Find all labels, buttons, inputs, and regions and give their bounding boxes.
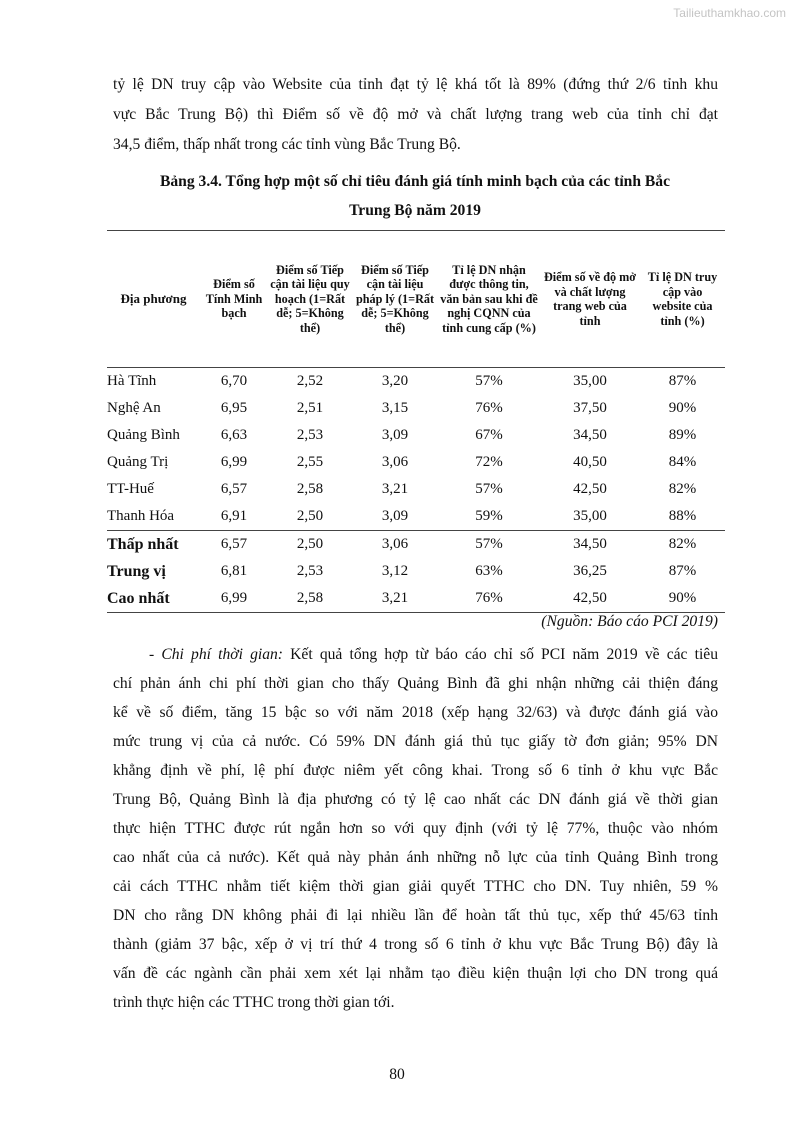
body-line: thành (giảm 37 bậc, xếp ở vị trí thứ 4 trong số 6 tỉnh ở khu vực Bắc Trung Bộ) đây là: [113, 936, 718, 953]
table-cell: 76%: [438, 585, 540, 613]
body-line: cao nhất của cả nước). Kết quả này phản ánh những nỗ lực của tỉnh Quảng Bình trong: [113, 849, 718, 866]
column-header: Địa phương: [107, 231, 200, 368]
table-row: [107, 476, 725, 503]
section-lead: - Chi phí thời gian:: [149, 646, 283, 663]
table-cell: 57%: [438, 531, 540, 559]
row-label: Trung vị: [107, 562, 166, 580]
body-line: cải cách TTHC nhằm tiết kiệm thời gian giải quyết TTHC cho DN. Tuy nhiên, 59 %: [113, 878, 718, 895]
table-cell: 6,81: [220, 563, 248, 579]
table-cell: 6,70: [220, 373, 248, 389]
table-cell: 2,53: [296, 563, 324, 579]
column-header: Tỉ lệ DN truy cập vào website của tỉnh (%): [640, 231, 725, 368]
table-caption: Bảng 3.4. Tổng hợp một số chỉ tiêu đánh giá tính minh bạch của các tỉnh Bắc: [159, 173, 671, 190]
table-cell: 36,25: [573, 563, 607, 579]
row-label: Quảng Bình: [107, 427, 180, 443]
table-cell: 6,57: [200, 531, 268, 559]
body-line: thực hiện TTHC được rút ngắn hơn so với quy định (với tỷ lệ 77%, thuộc vào nhóm: [113, 820, 718, 837]
table-cell: 59%: [475, 508, 503, 524]
table-cell: 3,20: [381, 373, 409, 389]
body-line: [113, 646, 718, 664]
table-cell: 2,50: [268, 531, 352, 559]
column-header: Điểm số Tiếp cận tài liệu pháp lý (1=Rất dễ; 5=Không thể): [352, 231, 438, 368]
table-cell: 87%: [668, 373, 697, 389]
body-line: khẳng định về phí, lệ phí được niêm yết công khai. Trong số 6 tỉnh ở khu vực Bắc: [113, 762, 718, 779]
table-cell: 67%: [475, 427, 503, 443]
row-label: Nghệ An: [107, 400, 161, 416]
body-line: vấn đề các ngành cần phải xem xét lại nhằm tạo điều kiện thuận lợi cho DN trong quá: [113, 965, 718, 982]
table-cell: 82%: [668, 481, 697, 497]
table-cell: 57%: [475, 373, 503, 389]
table-caption: Trung Bộ năm 2019: [349, 202, 481, 219]
table-cell: 89%: [668, 427, 697, 443]
table-row: [107, 368, 725, 396]
table-cell: 35,00: [573, 373, 607, 389]
body-text: Kết quả tổng hợp từ báo cáo chỉ số PCI năm 2019 về các tiêu: [283, 646, 719, 663]
table-cell: 90%: [668, 400, 697, 416]
table-cell: 3,15: [381, 400, 409, 416]
column-header: Điểm số Tiếp cận tài liệu quy hoạch (1=Rất dễ; 5=Không thể): [268, 231, 352, 368]
table-cell: 34,50: [540, 531, 640, 559]
table-cell: 35,00: [573, 508, 607, 524]
table-cell: 6,57: [220, 481, 248, 497]
table-row: [107, 449, 725, 476]
body-line: mức trung vị của cả nước. Có 59% DN đánh giá thủ tục giấy tờ đơn giản; 95% DN: [113, 733, 718, 750]
table-cell: 2,53: [296, 427, 324, 443]
intro-line: vực Bắc Trung Bộ) thì Điểm số về độ mở và chất lượng trang web của tỉnh chỉ đạt: [113, 106, 718, 123]
row-label: Thanh Hóa: [107, 508, 175, 524]
watermark: Tailieuthamkhao.com: [673, 6, 786, 20]
body-line: trình thực hiện các TTHC trong thời gian tới.: [113, 994, 395, 1011]
table-cell: 3,12: [381, 563, 409, 579]
row-label: Hà Tĩnh: [107, 373, 157, 389]
table-row: [107, 558, 725, 585]
transparency-table: [107, 230, 725, 613]
table-cell: 87%: [668, 563, 697, 579]
table-cell: 3,21: [352, 585, 438, 613]
table-cell: 2,50: [296, 508, 324, 524]
table-cell: 6,95: [220, 400, 248, 416]
table-cell: 2,58: [296, 481, 324, 497]
table-cell: 42,50: [573, 481, 607, 497]
table-row: [107, 531, 725, 559]
table-cell: 3,09: [381, 427, 409, 443]
body-line: chí phản ánh chi phí thời gian cho thấy Quảng Bình đã ghi nhận những cải thiện đáng: [113, 675, 718, 692]
page-number: 80: [389, 1066, 405, 1083]
table-row: [107, 395, 725, 422]
table-cell: 6,99: [200, 585, 268, 613]
table-cell: 57%: [475, 481, 503, 497]
table-cell: 37,50: [573, 400, 607, 416]
row-label: TT-Huế: [107, 481, 154, 497]
table-cell: 3,09: [381, 508, 409, 524]
table-cell: 34,50: [573, 427, 607, 443]
table-cell: 90%: [640, 585, 725, 613]
table-cell: 3,06: [352, 531, 438, 559]
table-cell: 42,50: [540, 585, 640, 613]
body-line: Trung Bộ, Quảng Bình là địa phương có tỷ lệ cao nhất các DN đánh giá về thời gian: [113, 791, 718, 808]
row-label: Thấp nhất: [107, 531, 200, 559]
intro-line: tỷ lệ DN truy cập vào Website của tỉnh đạt tỷ lệ khá tốt là 89% (đứng thứ 2/6 tỉnh khu: [113, 76, 718, 93]
column-header: Điểm số về độ mở và chất lượng trang web của tỉnh: [540, 231, 640, 368]
table-cell: 40,50: [573, 454, 607, 470]
table-header-row: [107, 231, 725, 368]
table-cell: 6,99: [220, 454, 248, 470]
table-cell: 2,58: [268, 585, 352, 613]
body-line: kể về số điểm, tăng 15 bậc so với năm 2018 (xếp hạng 32/63) và được đánh giá vào: [113, 704, 718, 721]
table-cell: 3,21: [381, 481, 409, 497]
body-line: DN cho rằng DN không phải đi lại nhiều lần để hoàn tất thủ tục, xếp thứ 45/63 tỉnh: [113, 907, 718, 924]
table-cell: 72%: [475, 454, 503, 470]
table-row: [107, 422, 725, 449]
table-cell: 3,06: [381, 454, 409, 470]
table-source: (Nguồn: Báo cáo PCI 2019): [541, 613, 718, 630]
table-cell: 6,63: [220, 427, 248, 443]
table-cell: 6,91: [220, 508, 248, 524]
table-cell: 2,51: [296, 400, 324, 416]
table-cell: 2,52: [296, 373, 324, 389]
intro-line: 34,5 điểm, thấp nhất trong các tỉnh vùng Bắc Trung Bộ.: [113, 136, 461, 153]
table-cell: 84%: [668, 454, 697, 470]
table-row: [107, 585, 725, 613]
row-label: Cao nhất: [107, 585, 200, 613]
table-cell: 76%: [475, 400, 503, 416]
table-cell: 82%: [640, 531, 725, 559]
table-cell: 63%: [475, 563, 503, 579]
column-header: Tỉ lệ DN nhận được thông tin, văn bản sau khi đề nghị CQNN của tỉnh cung cấp (%): [438, 231, 540, 368]
table-cell: 88%: [668, 508, 697, 524]
table-row: [107, 503, 725, 531]
row-label: Quảng Trị: [107, 454, 169, 470]
table-cell: 2,55: [296, 454, 324, 470]
column-header: Điểm số Tính Minh bạch: [200, 231, 268, 368]
